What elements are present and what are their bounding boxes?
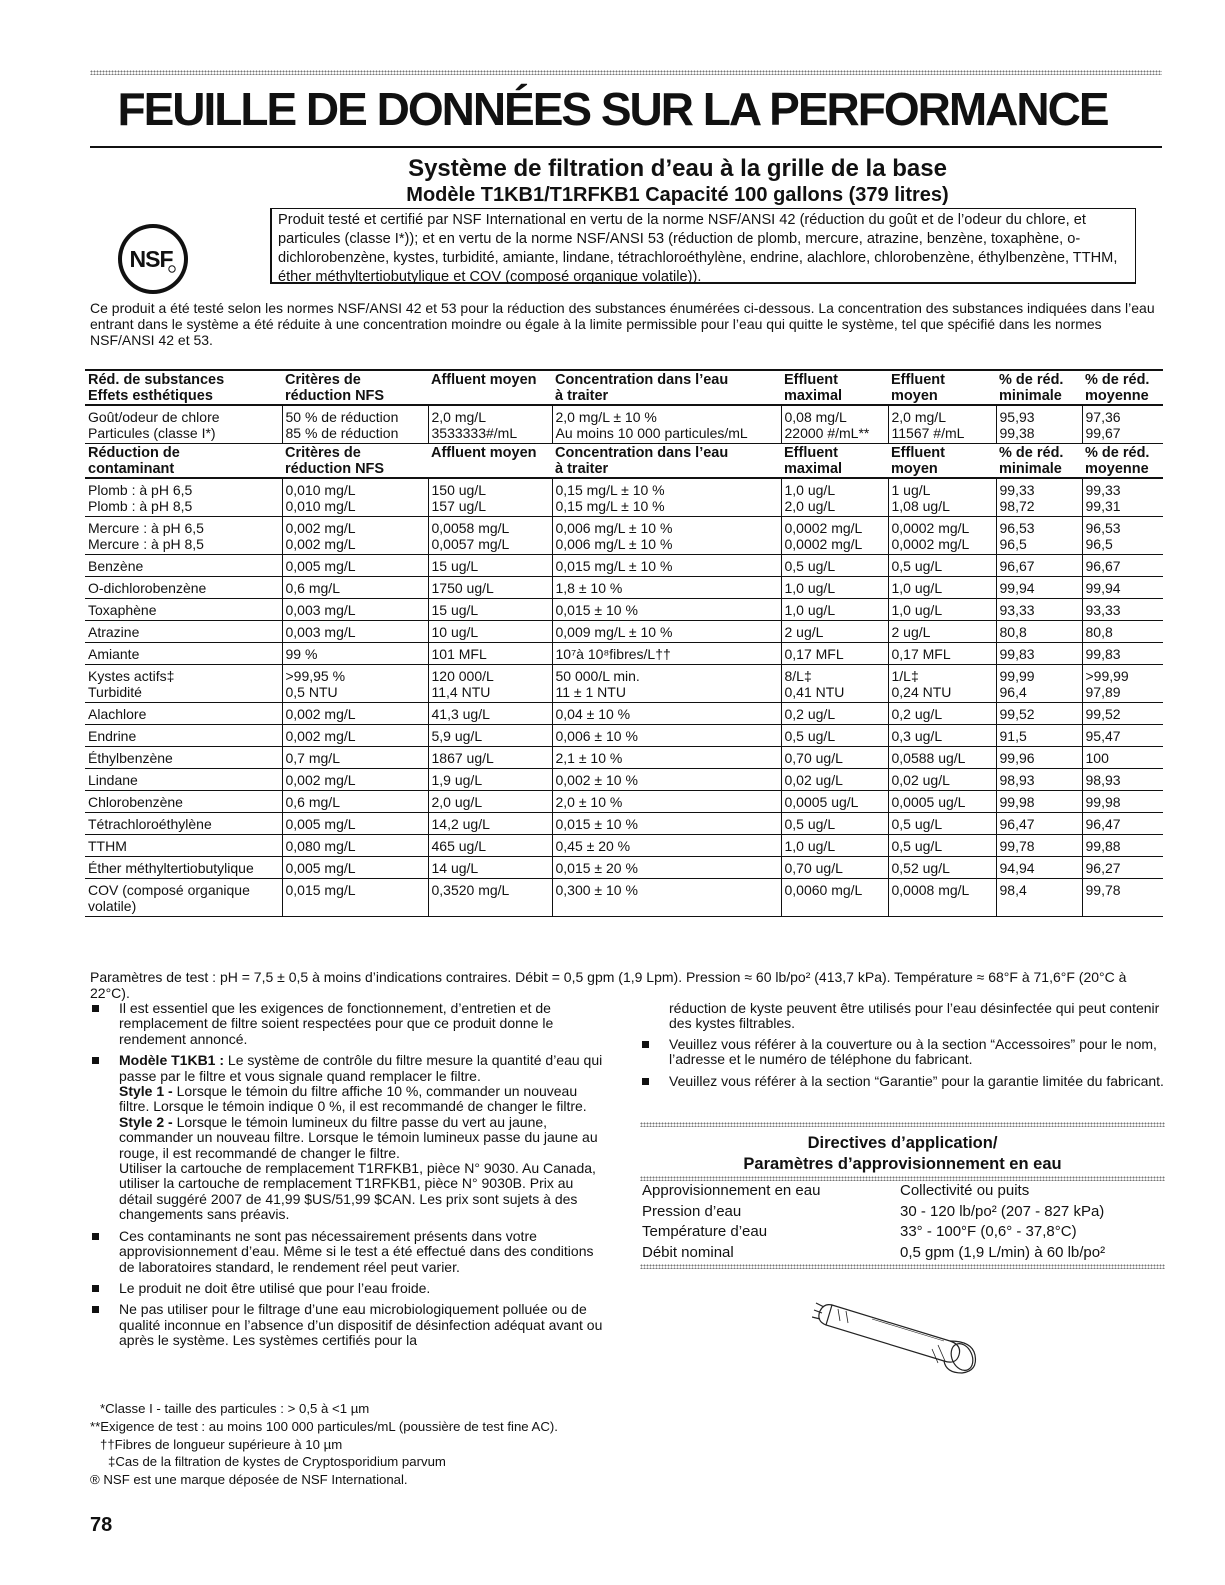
spec-label: Approvisionnement en eau	[642, 1182, 821, 1199]
bullet-square-icon	[92, 1233, 99, 1240]
note-text: Le système de contrôle du filtre mesure la quantité d’eau qui passe par le filtre et vous signale quand remplacer le filtre.	[119, 1052, 603, 1084]
table-cell: Tétrachloroéthylène	[85, 813, 282, 835]
table-cell: 0,2 ug/L	[781, 703, 888, 725]
table-cell: 14 ug/L	[428, 857, 552, 879]
table-cell: 99,94	[1082, 577, 1163, 599]
table-cell: 1,9 ug/L	[428, 769, 552, 791]
note-text: Lorsque le témoin du filtre affiche 10 %, commander un nouveau filtre. Lorsque le témoin indique 0 %, il est recommandé de changer le filtre.	[119, 1083, 587, 1115]
table-cell: 1,0 ug/L	[781, 577, 888, 599]
table-cell: 2,0 mg/L 11567 #/mL	[888, 405, 996, 444]
footnote: ††Fibres de longueur supérieure à 10 µm	[100, 1436, 343, 1452]
note-continuation: réduction de kyste peuvent être utilisés pour l’eau désinfectée qui peut contenir des kystes filtrables.	[669, 1000, 1160, 1032]
table-cell: 99,98	[996, 791, 1082, 813]
table-cell: 1,0 ug/L	[781, 835, 888, 857]
directives-title-line2: Paramètres d’approvisionnement en eau	[743, 1155, 1062, 1173]
spec-label: Température d’eau	[642, 1223, 768, 1240]
table-cell: 0,015 ± 10 %	[552, 599, 781, 621]
table-cell: 2,0 ug/L	[428, 791, 552, 813]
column-header: % de réd. moyenne	[1082, 370, 1163, 405]
table-cell: 150 ug/L 157 ug/L	[428, 478, 552, 517]
table-cell: 99,83	[996, 643, 1082, 665]
bullet-square-icon	[92, 1306, 99, 1313]
table-cell: 0,45 ± 20 %	[552, 835, 781, 857]
spec-value: 0,5 gpm (1,9 L/min) à 60 lb/po²	[900, 1243, 1106, 1261]
table-cell: 2 ug/L	[888, 621, 996, 643]
table-cell: 0,003 mg/L	[282, 599, 428, 621]
table-cell: 0,70 ug/L	[781, 747, 888, 769]
table-cell: 0,0005 ug/L	[781, 791, 888, 813]
table-cell: 96,67	[996, 555, 1082, 577]
table-cell: 0,52 ug/L	[888, 857, 996, 879]
performance-table	[85, 369, 1163, 917]
table-cell: 0,5 ug/L	[888, 835, 996, 857]
note-text: Lorsque le témoin lumineux du filtre passe du vert au jaune, commander un nouveau filtre. Lorsque le témoin lumineux passe du jaune au rouge, il est recommandé de changer le filtre.	[119, 1113, 598, 1161]
table-cell: 0,04 ± 10 %	[552, 703, 781, 725]
table-cell: 99,33 98,72	[996, 478, 1082, 517]
table-cell: 80,8	[996, 621, 1082, 643]
test-parameters: Paramètres de test : pH = 7,5 ± 0,5 à moins d’indications contraires. Débit = 0,5 gpm (1,9 Lpm). Pression ≈ 60 lb/po² (413,7 kPa). Température ≈ 68°F à 71,6°F (20°C à 22°C).	[90, 969, 1127, 1001]
table-cell: 15 ug/L	[428, 555, 552, 577]
table-header-row	[85, 444, 1163, 479]
table-cell: 2,1 ± 10 %	[552, 747, 781, 769]
spec-label: Débit nominal	[642, 1243, 734, 1261]
style1-lead: Style 1 -	[119, 1083, 173, 1100]
table-row	[85, 747, 1163, 769]
table-cell: 97,36 99,67	[1082, 405, 1163, 444]
spec-row	[642, 1243, 1162, 1264]
table-row	[85, 725, 1163, 747]
table-row	[85, 813, 1163, 835]
right-notes-column	[640, 1001, 1165, 1095]
table-cell: 0,080 mg/L	[282, 835, 428, 857]
table-row	[85, 643, 1163, 665]
table-cell: 96,47	[1082, 813, 1163, 835]
table-cell: 1,0 ug/L	[888, 577, 996, 599]
table-cell: 0,17 MFL	[888, 643, 996, 665]
table-cell: 1/L‡ 0,24 NTU	[888, 665, 996, 703]
table-cell: 95,93 99,38	[996, 405, 1082, 444]
directives-title-line1: Directives d’application/	[807, 1134, 998, 1152]
table-cell: 120 000/L 11,4 NTU	[428, 665, 552, 703]
table-cell: O-dichlorobenzène	[85, 577, 282, 599]
table-cell: 0,002 mg/L 0,002 mg/L	[282, 517, 428, 555]
table-cell: >99,95 % 0,5 NTU	[282, 665, 428, 703]
table-cell: Goût/odeur de chlore Particules (classe I*)	[85, 405, 282, 444]
table-cell: 0,6 mg/L	[282, 577, 428, 599]
column-header: Réduction de contaminant	[85, 444, 282, 479]
table-cell: 0,015 mg/L	[282, 879, 428, 917]
column-header: Critères de réduction NFS	[282, 370, 428, 405]
table-row	[85, 577, 1163, 599]
table-cell: 94,94	[996, 857, 1082, 879]
table-cell: 96,47	[996, 813, 1082, 835]
table-cell: TTHM	[85, 835, 282, 857]
intro-paragraph: Ce produit a été testé selon les normes NSF/ANSI 42 et 53 pour la réduction des substances énumérées ci-dessous. La concentration des substances indiquées dans l’eau entrant dans le système a été réduite à une concentration moindre ou égale à la limite permissible pour l’eau qui quitte le système, tel que spécifié dans les normes NSF/ANSI 42 et 53.	[90, 300, 1155, 348]
table-row	[85, 835, 1163, 857]
table-row	[85, 621, 1163, 643]
cartridge-note: Utiliser la cartouche de remplacement T1RFKB1, pièce N° 9030. Au Canada, utiliser la cartouche de remplacement T1RFKB1, pièce N° 9030B. Prix au détail suggéré 2007 de 41,99 $US/51,99 $CAN. Les prix sont sujets à des changements sans préavis.	[119, 1160, 596, 1223]
table-row	[85, 769, 1163, 791]
page-title: FEUILLE DE DONNÉES SUR LA PERFORMANCE	[117, 83, 1108, 135]
table-cell: 0,005 mg/L	[282, 813, 428, 835]
column-header: % de réd. minimale	[996, 370, 1082, 405]
table-cell: 99,78	[996, 835, 1082, 857]
table-cell: 0,0008 mg/L	[888, 879, 996, 917]
table-cell: 0,70 ug/L	[781, 857, 888, 879]
model-lead: Modèle T1KB1 :	[119, 1052, 225, 1069]
table-row	[85, 857, 1163, 879]
table-cell: 0,0588 ug/L	[888, 747, 996, 769]
table-cell: 8/L‡ 0,41 NTU	[781, 665, 888, 703]
table-cell: 96,27	[1082, 857, 1163, 879]
table-cell: 41,3 ug/L	[428, 703, 552, 725]
table-cell: 101 MFL	[428, 643, 552, 665]
column-header: Effluent moyen	[888, 370, 996, 405]
table-cell: 2 ug/L	[781, 621, 888, 643]
table-cell: Chlorobenzène	[85, 791, 282, 813]
table-cell: 50 000/L min. 11 ± 1 NTU	[552, 665, 781, 703]
table-header-row	[85, 370, 1163, 405]
table-row	[85, 599, 1163, 621]
table-cell: 0,015 ± 10 %	[552, 813, 781, 835]
table-cell: 1,8 ± 10 %	[552, 577, 781, 599]
footnotes	[90, 1400, 790, 1489]
table-cell: 0,02 ug/L	[781, 769, 888, 791]
table-cell: 98,4	[996, 879, 1082, 917]
table-cell: 10 ug/L	[428, 621, 552, 643]
directives-table	[642, 1181, 1162, 1263]
table-row	[85, 665, 1163, 703]
table-cell: 0,6 mg/L	[282, 791, 428, 813]
table-cell: 15 ug/L	[428, 599, 552, 621]
table-cell: 98,93	[1082, 769, 1163, 791]
table-cell: 0,5 ug/L	[888, 555, 996, 577]
table-row	[85, 478, 1163, 517]
table-cell: 99,99 96,4	[996, 665, 1082, 703]
table-cell: 1,0 ug/L 2,0 ug/L	[781, 478, 888, 517]
table-cell: 95,47	[1082, 725, 1163, 747]
nsf-logo-text: NSF	[129, 246, 173, 272]
column-header: Effluent maximal	[781, 444, 888, 479]
table-cell: Toxaphène	[85, 599, 282, 621]
spec-row	[642, 1222, 1162, 1243]
table-cell: 0,5 ug/L	[781, 813, 888, 835]
table-cell: 99,94	[996, 577, 1082, 599]
note-text: Veuillez vous référer à la section “Garantie” pour la garantie limitée du fabricant.	[669, 1072, 1164, 1089]
table-cell: 50 % de réduction 85 % de réduction	[282, 405, 428, 444]
column-header: Affluent moyen	[428, 444, 552, 479]
table-cell: >99,99 97,89	[1082, 665, 1163, 703]
bullet-square-icon	[92, 1285, 99, 1292]
note-bullet	[90, 1229, 610, 1275]
note-text: Ne pas utiliser pour le filtrage d’une eau microbiologiquement polluée ou de qualité inconnue en l’absence d’un dispositif de désinfection adéquat avant ou après le système. Les systèmes certifiés pour la	[119, 1301, 603, 1349]
table-cell: 0,005 mg/L	[282, 555, 428, 577]
note-bullet	[90, 1302, 610, 1348]
directives-bottom-rule	[640, 1264, 1165, 1269]
note-text: Ces contaminants ne sont pas nécessairement présents dans votre approvisionnement d’eau. Même si le test a été effectué dans des conditions de laboratoires standard, le rendement réel peut varier.	[119, 1227, 594, 1275]
table-cell: 0,5 ug/L	[781, 555, 888, 577]
table-cell: Kystes actifs‡ Turbidité	[85, 665, 282, 703]
directives-title	[640, 1133, 1165, 1175]
table-cell: Plomb : à pH 6,5 Plomb : à pH 8,5	[85, 478, 282, 517]
spec-row	[642, 1202, 1162, 1223]
column-header: Effluent maximal	[781, 370, 888, 405]
table-cell: 0,300 ± 10 %	[552, 879, 781, 917]
table-cell: 99 %	[282, 643, 428, 665]
table-cell: 1867 ug/L	[428, 747, 552, 769]
model-line: Modèle T1KB1/T1RFKB1 Capacité 100 gallons (379 litres)	[406, 184, 949, 206]
table-row	[85, 791, 1163, 813]
table-cell: 0,0058 mg/L 0,0057 mg/L	[428, 517, 552, 555]
table-cell: 99,96	[996, 747, 1082, 769]
table-cell: 0,15 mg/L ± 10 % 0,15 mg/L ± 10 %	[552, 478, 781, 517]
table-cell: Alachlore	[85, 703, 282, 725]
table-row	[85, 517, 1163, 555]
table-cell: 0,005 mg/L	[282, 857, 428, 879]
table-cell: 2,0 mg/L 3533333#/mL	[428, 405, 552, 444]
table-cell: Endrine	[85, 725, 282, 747]
spec-value: Collectivité ou puits	[900, 1182, 1030, 1199]
column-header: Critères de réduction NFS	[282, 444, 428, 479]
column-header: Concentration dans l’eau à traiter	[552, 444, 781, 479]
table-cell: 0,7 mg/L	[282, 747, 428, 769]
system-subtitle: Système de filtration d’eau à la grille de la base	[408, 155, 947, 182]
table-cell: 0,5 ug/L	[888, 813, 996, 835]
column-header: % de réd. minimale	[996, 444, 1082, 479]
table-cell: 96,67	[1082, 555, 1163, 577]
style2-lead: Style 2 -	[119, 1113, 173, 1130]
table-cell: 2,0 mg/L ± 10 % Au moins 10 000 particules/mL	[552, 405, 781, 444]
footnote: *Classe I - taille des particules : > 0,5 à <1 µm	[100, 1401, 370, 1416]
table-cell: 0,3 ug/L	[888, 725, 996, 747]
table-cell: 0,002 mg/L	[282, 725, 428, 747]
table-cell: 1750 ug/L	[428, 577, 552, 599]
table-row	[85, 405, 1163, 444]
column-header: Réd. de substances Effets esthétiques	[85, 370, 282, 405]
table-cell: 99,78	[1082, 879, 1163, 917]
table-cell: Mercure : à pH 6,5 Mercure : à pH 8,5	[85, 517, 282, 555]
note-bullet-model	[90, 1053, 610, 1222]
table-cell: 99,98	[1082, 791, 1163, 813]
table-cell: 0,0060 mg/L	[781, 879, 888, 917]
table-cell: Éther méthyltertiobutylique	[85, 857, 282, 879]
column-header: Effluent moyen	[888, 444, 996, 479]
table-cell: Benzène	[85, 555, 282, 577]
note-text: Le produit ne doit être utilisé que pour l’eau froide.	[119, 1279, 431, 1296]
bullet-square-icon	[642, 1078, 649, 1085]
table-cell: 99,33 99,31	[1082, 478, 1163, 517]
table-cell: 0,08 mg/L 22000 #/mL**	[781, 405, 888, 444]
table-cell: 0,015 ± 20 %	[552, 857, 781, 879]
table-cell: 0,002 ± 10 %	[552, 769, 781, 791]
note-bullet	[90, 1281, 610, 1296]
table-cell: 0,006 mg/L ± 10 % 0,006 mg/L ± 10 %	[552, 517, 781, 555]
note-bullet	[640, 1037, 1165, 1068]
table-cell: 96,53 96,5	[1082, 517, 1163, 555]
note-bullet	[640, 1074, 1165, 1089]
nsf-logo-icon	[116, 222, 190, 296]
table-cell: 0,02 ug/L	[888, 769, 996, 791]
table-cell: 99,52	[996, 703, 1082, 725]
column-header: Affluent moyen	[428, 370, 552, 405]
spec-label: Pression d’eau	[642, 1202, 742, 1220]
title-rule	[90, 146, 1162, 148]
table-cell: 91,5	[996, 725, 1082, 747]
table-cell: 99,52	[1082, 703, 1163, 725]
table-cell: 10⁷à 10⁸fibres/L††	[552, 643, 781, 665]
spec-value: 33° - 100°F (0,6° - 37,8°C)	[900, 1223, 1077, 1240]
table-cell: Atrazine	[85, 621, 282, 643]
table-cell: Éthylbenzène	[85, 747, 282, 769]
filter-cartridge-icon	[812, 1283, 987, 1375]
spec-value: 30 - 120 lb/po² (207 - 827 kPa)	[900, 1202, 1105, 1220]
table-row	[85, 555, 1163, 577]
footnote: ® NSF est une marque déposée de NSF International.	[90, 1472, 408, 1488]
table-cell: 99,88	[1082, 835, 1163, 857]
table-cell: 0,003 mg/L	[282, 621, 428, 643]
table-cell: 1,0 ug/L	[888, 599, 996, 621]
note-bullet	[90, 1001, 610, 1047]
directives-top-rule	[640, 1122, 1165, 1127]
table-cell: Amiante	[85, 643, 282, 665]
table-cell: 80,8	[1082, 621, 1163, 643]
table-cell: COV (composé organique volatile)	[85, 879, 282, 917]
spec-row	[642, 1181, 1162, 1202]
table-cell: 0,015 mg/L ± 10 %	[552, 555, 781, 577]
table-cell: 5,9 ug/L	[428, 725, 552, 747]
bullet-square-icon	[642, 1041, 649, 1048]
table-cell: 0,2 ug/L	[888, 703, 996, 725]
table-row	[85, 879, 1163, 917]
note-text: Il est essentiel que les exigences de fonctionnement, d’entretien et de remplacement de filtre soient respectées pour que ce produit donne le rendement annoncé.	[119, 1000, 554, 1047]
table-cell: 100	[1082, 747, 1163, 769]
table-cell: 0,17 MFL	[781, 643, 888, 665]
table-cell: 98,93	[996, 769, 1082, 791]
footnote: ‡Cas de la filtration de kystes de Cryptosporidium parvum	[108, 1454, 446, 1470]
table-cell: 1 ug/L 1,08 ug/L	[888, 478, 996, 517]
table-cell: 0,006 ± 10 %	[552, 725, 781, 747]
table-cell: 0,0002 mg/L 0,0002 mg/L	[888, 517, 996, 555]
top-dotted-rule	[90, 70, 1162, 75]
table-cell: 0,010 mg/L 0,010 mg/L	[282, 478, 428, 517]
column-header: Concentration dans l’eau à traiter	[552, 370, 781, 405]
table-cell: Lindane	[85, 769, 282, 791]
table-cell: 2,0 ± 10 %	[552, 791, 781, 813]
table-cell: 465 ug/L	[428, 835, 552, 857]
page-number: 78	[90, 1514, 113, 1536]
table-cell: 93,33	[1082, 599, 1163, 621]
table-row	[85, 703, 1163, 725]
table-cell: 0,009 mg/L ± 10 %	[552, 621, 781, 643]
table-cell: 0,002 mg/L	[282, 769, 428, 791]
bullet-square-icon	[92, 1057, 99, 1064]
left-notes-column	[90, 1001, 610, 1355]
table-cell: 93,33	[996, 599, 1082, 621]
table-cell: 1,0 ug/L	[781, 599, 888, 621]
column-header: % de réd. moyenne	[1082, 444, 1163, 479]
table-cell: 96,53 96,5	[996, 517, 1082, 555]
table-cell: 14,2 ug/L	[428, 813, 552, 835]
table-cell: 0,0005 ug/L	[888, 791, 996, 813]
table-cell: 99,83	[1082, 643, 1163, 665]
bullet-square-icon	[92, 1005, 99, 1012]
table-cell: 0,0002 mg/L 0,0002 mg/L	[781, 517, 888, 555]
note-text: Veuillez vous référer à la couverture ou à la section “Accessoires” pour le nom, l’adresse et le numéro de téléphone du fabricant.	[669, 1035, 1157, 1068]
table-cell: 0,5 ug/L	[781, 725, 888, 747]
footnote: **Exigence de test : au moins 100 000 particules/mL (poussière de test fine AC).	[90, 1418, 558, 1434]
table-cell: 0,3520 mg/L	[428, 879, 552, 917]
certification-box: Produit testé et certifié par NSF International en vertu de la norme NSF/ANSI 42 (réduction du goût et de l’odeur du chlore, et particules (classe I*)); et en vertu de la norme NSF/ANSI 53 (réduction de plomb, mercure, atrazine, benzène, toxaphène, o-dichlorobenzène, kystes, turbidité, amiante, lindane, tétrachloroéthylène, endrine, alachlore, chlorobenzène, éthylbenzène, TTHM, éther méthyltertiobutylique et COV (composé organique volatile)).	[270, 208, 1136, 284]
table-cell: 0,002 mg/L	[282, 703, 428, 725]
